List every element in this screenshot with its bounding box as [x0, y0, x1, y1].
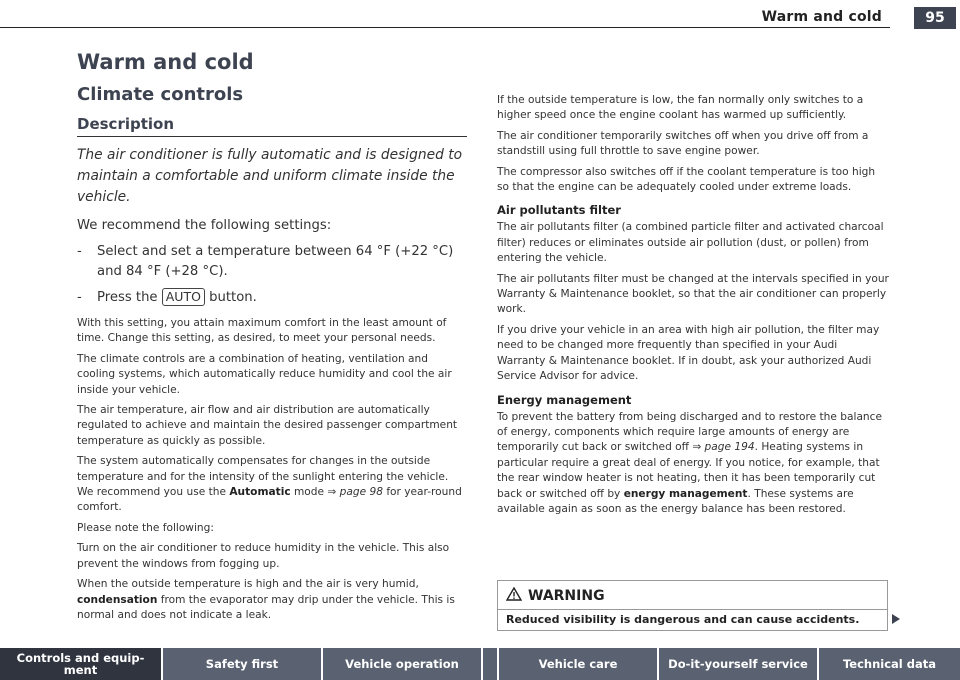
warning-divider	[498, 609, 887, 610]
paragraph: The climate controls are a combination of heating, ventilation and cooling systems, which automatically reduce humidity and cool the air inside your vehicle.	[77, 352, 452, 396]
bullet-dash: -	[77, 290, 82, 305]
footer-tab-controls[interactable]: Controls and equip- ment	[0, 648, 163, 680]
text-run: . Heating systems in particular require a great deal of energy. If you notice, for example, that the rear window heater is not heating, then it has been temporarily cut back or switched off by	[497, 441, 880, 500]
right-column	[497, 93, 889, 522]
energy-heading: Energy management	[497, 392, 632, 407]
paragraph: The compressor also switches off if the coolant temperature is too high so that the engine can be adequately cooled under extreme loads.	[497, 165, 876, 194]
text-run: When the outside temperature is high and the air is very humid,	[77, 578, 419, 591]
footer-tab-diy[interactable]: Do-it-yourself service	[659, 648, 819, 680]
text-run: for year-round comfort.	[77, 486, 462, 514]
bullet-text: Select and set a temperature between 64 °F (+22 °C) and 84 °F (+28 °C).	[97, 244, 454, 279]
bold-term: condensation	[77, 593, 158, 606]
left-column	[77, 50, 467, 628]
footer-tab-technical[interactable]: Technical data	[819, 648, 960, 680]
text-run: To prevent the battery from being discharged and to restore the balance of energy, components which require large amounts of energy are temporarily cut back or switched off	[497, 410, 882, 454]
bullet-suffix: button.	[204, 290, 257, 305]
bold-term: energy management	[623, 487, 748, 500]
paragraph: If you drive your vehicle in an area with high air pollution, the filter may need to be changed more frequently than specified in your Audi Warranty & Maintenance booklet. If in doubt, ask your authorized Audi Service Advisor for advice.	[497, 323, 880, 383]
recommend-text: We recommend the following settings:	[77, 218, 332, 233]
paragraph	[77, 454, 467, 516]
list-item	[77, 288, 467, 308]
paragraph: If the outside temperature is low, the fan normally only switches to a higher speed once the engine coolant has warmed up sufficiently.	[497, 94, 864, 122]
warning-triangle-icon	[506, 587, 522, 605]
footer-tab-care[interactable]: Vehicle care	[499, 648, 659, 680]
continue-arrow-icon	[892, 614, 900, 624]
paragraph: The air pollutants filter (a combined particle filter and activated charcoal filter) reduces or eliminates outside air pollution (dust, or pollen) from entering the vehicle.	[497, 221, 884, 265]
paragraph	[77, 577, 467, 623]
bullet-text: Press the	[97, 290, 158, 305]
paragraph: The air pollutants filter must be changed at the intervals specified in your Warranty & Maintenance booklet, so that the air conditioner can properly work.	[497, 272, 889, 316]
running-title: Warm and cold	[761, 9, 882, 25]
text-run: . These systems are available again as soon as the energy balance has been restored.	[497, 487, 854, 515]
bold-term: Automatic	[229, 486, 291, 499]
text-run: The system automatically compensates for changes in the outside temperature and for the intensity of the sunlight entering the vehicle. We recommend you use the	[77, 455, 449, 499]
page-reference-link[interactable]: ⇒ page 194	[692, 441, 755, 454]
bullet-dash: -	[77, 244, 82, 259]
page-reference-link[interactable]: ⇒ page 98	[327, 486, 383, 499]
paragraph: The air conditioner temporarily switches off when you drive off from a standstill using full throttle to save engine power.	[497, 129, 869, 158]
subsection-title: Description	[77, 115, 467, 137]
section-title: Climate controls	[77, 84, 244, 105]
paragraph	[497, 410, 889, 518]
warning-title: WARNING	[528, 588, 605, 604]
footer-tab-blank	[483, 648, 499, 680]
paragraph: Turn on the air conditioner to reduce humidity in the vehicle. This also prevent the windows from fogging up.	[77, 542, 450, 570]
footer-nav	[0, 648, 960, 680]
paragraph: The air temperature, air flow and air distribution are automatically regulated to achieve and maintain the desired passenger compartment temperature as quickly as possible.	[77, 404, 458, 447]
footer-tab-safety[interactable]: Safety first	[163, 648, 323, 680]
page-number: 95	[914, 7, 956, 29]
paragraph: Please note the following:	[77, 521, 214, 534]
list-item	[77, 242, 467, 282]
header-rule	[0, 27, 890, 28]
text-run: from the evaporator may drip under the vehicle. This is normal and does not indicate a leak.	[77, 593, 455, 621]
settings-list	[77, 242, 467, 308]
warning-header	[506, 587, 605, 605]
footer-tab-operation[interactable]: Vehicle operation	[323, 648, 483, 680]
pollutants-heading: Air pollutants filter	[497, 203, 621, 218]
paragraph: With this setting, you attain maximum comfort in the least amount of time. Change this setting, as desired, to meet your personal needs.	[77, 317, 447, 345]
lead-paragraph: The air conditioner is fully automatic and is designed to maintain a comfortable and uniform climate inside the vehicle.	[77, 147, 463, 205]
chapter-title: Warm and cold	[77, 50, 254, 74]
text-run: mode	[290, 486, 328, 499]
warning-text: Reduced visibility is dangerous and can cause accidents.	[506, 613, 860, 626]
warning-box	[497, 580, 888, 631]
auto-button-key: AUTO	[162, 288, 205, 306]
